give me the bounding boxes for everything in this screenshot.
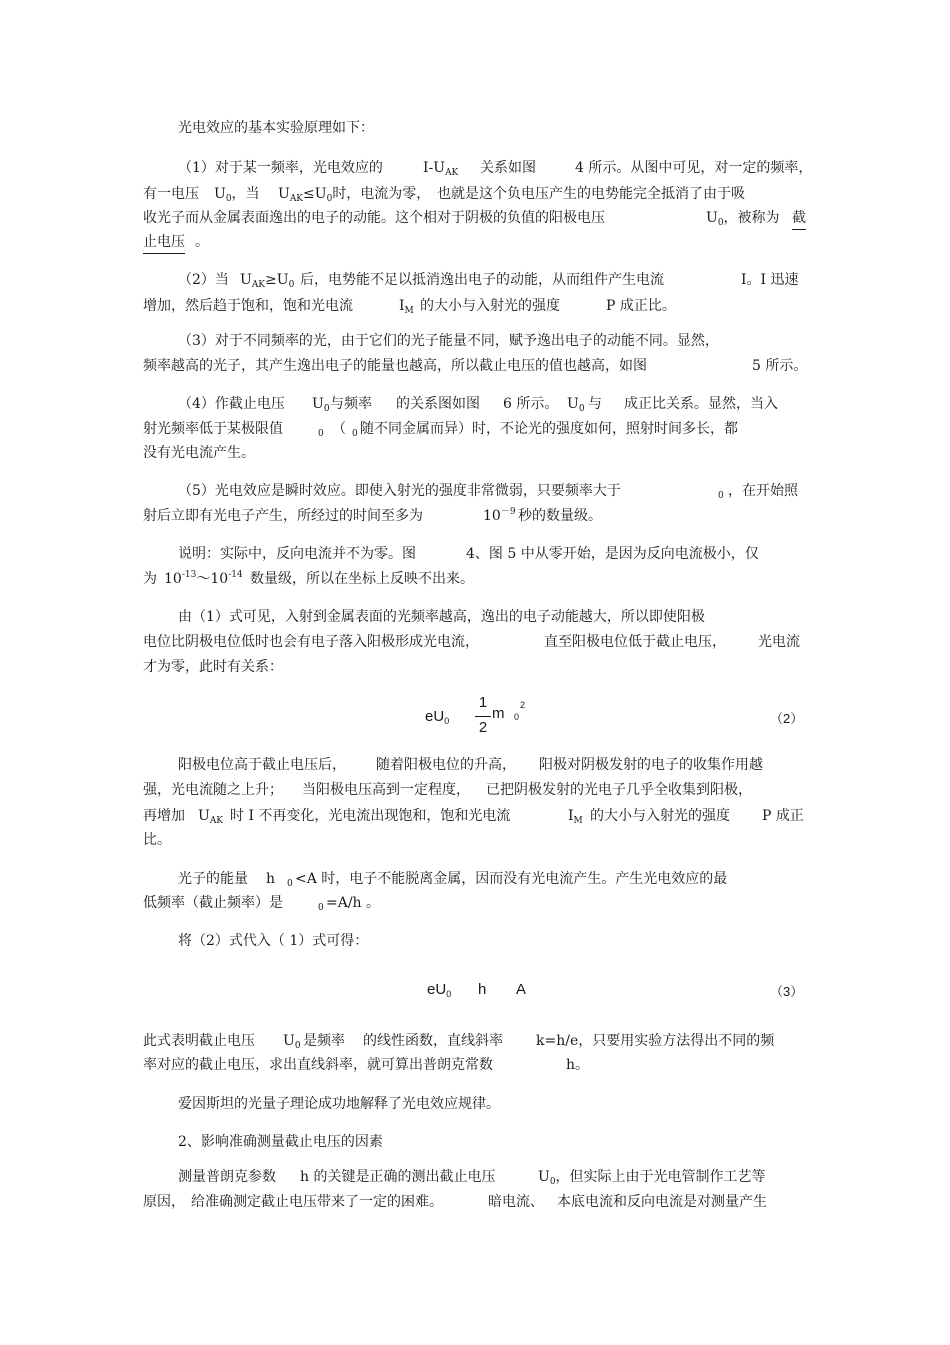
text: 数量级，所以在坐标上反映不出来。 <box>250 571 474 587</box>
p7-line2 <box>0 779 950 801</box>
underlined-term: 止电压 <box>143 231 185 254</box>
text: U <box>567 396 579 412</box>
math-u0 <box>706 207 780 231</box>
text: I。I 迅速 <box>741 272 799 288</box>
text: h。 <box>566 1057 590 1073</box>
text: 收光子而从金属表面逸出的电子的动能。这个相对于阴极的负值的阳极电压 <box>143 210 605 226</box>
subscript: AK <box>445 168 459 178</box>
p11-line <box>0 1093 950 1115</box>
text: 的关系图如图 <box>396 396 480 412</box>
text: 再增加 <box>143 808 185 824</box>
text: 随不同金属而异）时，不论光的强度如何，照射时间多长，都 <box>360 421 738 437</box>
p4-line1 <box>0 393 950 415</box>
eq2-number: （2） <box>770 711 804 726</box>
text: 已把阴极发射的光电子几乎全收集到阳极， <box>486 782 752 798</box>
text: 时，电流为零， <box>332 186 431 202</box>
text: 阳极对阴极发射的电子的收集作用越 <box>539 757 763 773</box>
p12-line1 <box>0 1166 950 1188</box>
text: 频率越高的光子，其产生逸出电子的能量也越高，所以截止电压的值也越高，如图 <box>143 358 647 374</box>
section-title: 2、影响准确测量截止电压的因素 <box>178 1134 383 1150</box>
text: 成正比关系。显然，当入 <box>624 396 778 412</box>
text: （1）对于某一频率，光电效应的 <box>178 160 383 176</box>
text: U <box>538 1169 550 1185</box>
text: U <box>278 186 290 202</box>
subscript: AK <box>251 280 266 290</box>
fraction-bar <box>475 716 491 717</box>
p10-line2 <box>0 1054 950 1076</box>
math-uak-le-u0 <box>278 183 430 207</box>
subscript: 0 <box>549 1177 556 1187</box>
text: 后，电势能不足以抵消逸出电子的动能，从而组件产生电流 <box>300 272 664 288</box>
math-im <box>568 805 583 829</box>
text: 射光频率低于某极限值 <box>143 421 283 437</box>
subscript: 0 <box>717 218 724 228</box>
text: U <box>283 1033 295 1049</box>
math-power <box>483 505 516 529</box>
text: I-U <box>423 160 446 176</box>
subscript: 0 <box>225 194 232 204</box>
eq2-numerator: 1 <box>478 694 488 711</box>
text: 电位比阴极电位低时也会有电子落入阳极形成光电流， <box>143 634 479 650</box>
math-u0 <box>567 393 585 417</box>
text: 原因， <box>143 1194 185 1210</box>
intro-text: 光电效应的基本实验原理如下： <box>178 120 374 136</box>
subscript: 0 <box>578 404 585 414</box>
p7-line4 <box>0 829 950 851</box>
text: 有一电压 <box>143 186 199 202</box>
text: 暗电流、 <box>488 1194 544 1210</box>
subscript: 0 <box>352 429 358 439</box>
eq3-planck: h <box>478 981 487 998</box>
p1-line2 <box>0 183 950 205</box>
text: 关系如图 <box>480 160 536 176</box>
p4-line3 <box>0 442 950 464</box>
text: 比。 <box>143 832 171 848</box>
text: （5）光电效应是瞬时效应。即使入射光的强度非常微弱，只要频率大于 <box>178 483 621 499</box>
superscript: -13 <box>181 570 197 580</box>
text: h 的关键是正确的测出截止电压 <box>300 1169 496 1185</box>
math-u0 <box>214 183 260 207</box>
math-h-nu0 <box>266 868 293 892</box>
p2-line1 <box>0 269 950 291</box>
text: 阳极电位高于截止电压后， <box>178 757 346 773</box>
p9-line <box>0 930 950 952</box>
text: 直至阳极电位低于截止电压， <box>544 634 726 650</box>
p4-line2 <box>0 418 950 440</box>
text: （2）当 <box>178 272 229 288</box>
math-nu0 <box>718 480 724 504</box>
text: 为 <box>143 571 157 587</box>
eq3-lhs <box>427 981 451 998</box>
p7-line3 <box>0 805 950 827</box>
subscript: 0 <box>446 989 452 999</box>
text: ≤U <box>303 186 327 202</box>
text: ，被称为 <box>723 210 780 226</box>
text: U <box>214 186 226 202</box>
math-u0 <box>312 393 330 417</box>
p8-line2 <box>0 892 950 914</box>
text: 给准确测定截止电压带来了一定的困难。 <box>191 1194 443 1210</box>
p6-line3 <box>0 656 950 678</box>
text: eU <box>425 708 445 725</box>
subscript: AK <box>209 816 224 826</box>
text: 时 I 不再变化，光电流出现饱和，饱和光电流 <box>230 808 511 824</box>
eq3-number: （3） <box>770 984 804 999</box>
subscript: 0 <box>318 903 324 913</box>
p12-line2 <box>0 1191 950 1213</box>
text: eU <box>427 981 447 998</box>
subscript: 0 <box>326 194 333 204</box>
p8-line1 <box>0 868 950 890</box>
text: 当阳极电压高到一定程度， <box>302 782 470 798</box>
text: 的线性函数，直线斜率 <box>363 1033 503 1049</box>
text: 测量普朗克参数 <box>178 1169 276 1185</box>
eq2-lhs <box>425 708 449 725</box>
text: 10 <box>164 571 182 587</box>
text: I <box>399 298 405 314</box>
note-line2 <box>0 568 950 590</box>
text: ，当 <box>231 186 260 202</box>
text: （4）作截止电压 <box>178 396 285 412</box>
text: 的大小与入射光的强度 <box>590 808 730 824</box>
text: ≥U <box>265 272 289 288</box>
superscript: －9 <box>500 507 516 517</box>
p5-line2 <box>0 505 950 527</box>
text: 与频率 <box>330 396 372 412</box>
text: （ <box>332 421 346 437</box>
p7-line1 <box>0 754 950 776</box>
text: =A/h 。 <box>326 895 381 911</box>
math-nu0 <box>318 892 324 916</box>
text: 光电流 <box>758 634 800 650</box>
text: 随着阳极电位的升高， <box>376 757 516 773</box>
text: 强，光电流随之上升； <box>143 782 283 798</box>
text: 爱因斯坦的光量子理论成功地解释了光电效应规律。 <box>178 1096 500 1112</box>
superscript: -14 <box>228 570 243 580</box>
text: 。 <box>195 234 209 250</box>
subscript: 0 <box>444 716 450 726</box>
subscript: AK <box>289 194 304 204</box>
text: 5 所示。 <box>752 358 808 374</box>
subscript: 0 <box>287 879 293 889</box>
section-heading <box>0 1131 950 1153</box>
text: 低频率（截止频率）是 <box>143 895 283 911</box>
text: 的大小与入射光的强度 <box>420 298 560 314</box>
text: 与 <box>588 396 602 412</box>
intro-line <box>0 117 950 139</box>
underlined-term: 截 <box>792 207 806 230</box>
subscript: 0 <box>288 280 295 290</box>
text: 也就是这个负电压产生的电势能完全抵消了由于吸 <box>437 186 745 202</box>
text: U <box>240 272 252 288</box>
text: 6 所示。 <box>503 396 559 412</box>
eq2-mass: m <box>492 705 505 722</box>
text: ，在开始照 <box>728 483 798 499</box>
math-nu0 <box>352 418 358 442</box>
text: 此式表明截止电压 <box>143 1033 255 1049</box>
text: 增加，然后趋于饱和，饱和光电流 <box>143 298 353 314</box>
text: 10 <box>483 508 501 524</box>
text: P 成正比。 <box>606 298 676 314</box>
text: 才为零，此时有关系： <box>143 659 283 675</box>
note-line1 <box>0 543 950 565</box>
subscript: 0 <box>318 429 324 439</box>
text: U <box>312 396 324 412</box>
text: <A 时，电子不能脱离金属，因而没有光电流产生。产生光电效应的最 <box>295 871 728 887</box>
p3-line2 <box>0 355 950 377</box>
math-u0 <box>283 1030 301 1054</box>
p1-line3 <box>0 207 950 229</box>
text: 将（2）式代入（ 1）式可得： <box>178 933 369 949</box>
p10-line1 <box>0 1030 950 1052</box>
subscript: M <box>404 306 414 316</box>
text: I <box>568 808 574 824</box>
text: 没有光电流产生。 <box>143 445 255 461</box>
text: U <box>706 210 718 226</box>
text: 说明：实际中，反向电流并不为零。图 <box>178 546 416 562</box>
subscript: M <box>573 816 583 826</box>
math-range <box>164 568 243 592</box>
subscript: 0 <box>323 404 330 414</box>
text: 4、图 5 中从零开始，是因为反向电流极小，仅 <box>466 546 759 562</box>
text: 由（1）式可见，入射到金属表面的光频率越高，逸出的电子动能越大，所以即使阳极 <box>178 609 705 625</box>
p3-line1 <box>0 330 950 352</box>
p6-line1 <box>0 606 950 628</box>
text: k=h/e，只要用实验方法得出不同的频 <box>536 1033 775 1049</box>
text: 光子的能量 <box>178 871 248 887</box>
text: 4 所示。从图中可见，对一定的频率， <box>575 160 813 176</box>
text: ，但实际上由于光电管制作工艺等 <box>555 1169 766 1185</box>
eq3-work-function: A <box>516 981 527 998</box>
subscript: 0 <box>294 1041 301 1051</box>
text: h <box>266 871 276 887</box>
text: 是频率 <box>303 1033 345 1049</box>
text: ～10 <box>196 571 229 587</box>
text: 射后立即有光电子产生，所经过的时间至多为 <box>143 508 423 524</box>
text: P 成正 <box>762 808 804 824</box>
eq2-denominator: 2 <box>478 719 488 736</box>
subscript: 0 <box>718 491 724 501</box>
eq2-superscript: 2 <box>520 700 526 710</box>
math-uak <box>198 805 223 829</box>
math-im <box>399 295 414 319</box>
text: 秒的数量级。 <box>518 508 602 524</box>
text: 率对应的截止电压，求出直线斜率，就可算出普朗克常数 <box>143 1057 493 1073</box>
p1-line4 <box>0 231 950 253</box>
p6-line2 <box>0 631 950 653</box>
p2-line2 <box>0 295 950 317</box>
text: U <box>198 808 210 824</box>
eq2-subscript: 0 <box>514 712 520 722</box>
math-nu0 <box>318 418 324 442</box>
math-uak-ge-u0 <box>240 269 294 293</box>
text: （3）对于不同频率的光，由于它们的光子能量不同，赋予逸出电子的动能不同。显然， <box>178 333 719 349</box>
p5-line1 <box>0 480 950 502</box>
math-iuak <box>423 157 458 181</box>
p1-line1 <box>0 157 950 179</box>
text: 本底电流和反向电流是对测量产生 <box>557 1194 767 1210</box>
math-u0 <box>538 1166 766 1190</box>
